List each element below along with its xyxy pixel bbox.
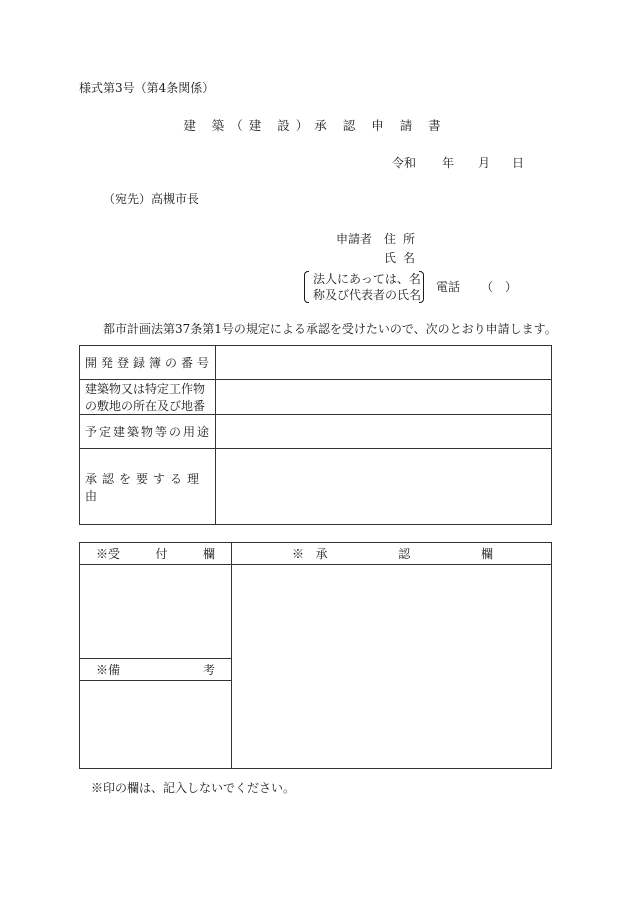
corporation-note-line1: 法人にあっては、名 [313,272,421,286]
table-row [80,543,552,565]
right-bracket [419,271,424,303]
name-label: 氏名 [384,251,423,265]
table-row [80,449,552,525]
approval-reason-field[interactable] [216,449,552,525]
date-month-label: 月 [478,156,491,170]
row-label-site-location: 建築物又は特定工作物 の敷地の所在及び地番 [80,380,216,415]
receipt-header: ※受 付 欄 [80,543,232,565]
row-label-approval-reason: 承認を要する理由 [80,449,216,525]
footnote: ※印の欄は、記入しないでください。 [91,781,296,795]
row-label-intended-use: 予定建築物等の用途 [80,415,216,449]
document-title: 建 築（建 設）承 認 申 請 書 [183,118,447,133]
phone-parens: （ ） [481,280,518,294]
application-table [79,345,552,525]
intended-use-field[interactable] [216,415,552,449]
addressee: （宛先）高槻市長 [103,192,200,206]
table-row [80,380,552,415]
corporation-note-line2: 称及び代表者の氏名 [313,288,422,302]
date-year-label: 年 [442,156,455,170]
remarks-area [80,681,232,769]
address-label: 住所 [384,232,423,246]
registry-number-field[interactable] [216,346,552,380]
row-label-registry-number: 開発登録簿の番号 [80,346,216,380]
site-location-field[interactable] [216,380,552,415]
table-row [80,565,552,659]
left-bracket [304,271,309,303]
table-row [80,415,552,449]
office-use-table [79,542,552,769]
applicant-label: 申請者 [336,232,373,246]
application-statement: 都市計画法第37条第1号の規定による承認を受けたいので、次のとおり申請します。 [103,322,557,336]
form-number: 様式第3号（第4条関係） [79,81,215,95]
approval-area [232,565,552,769]
corporation-note [304,271,424,303]
approval-header: ※ 承 認 欄 [232,543,552,565]
phone-label: 電話 [436,280,461,294]
receipt-area [80,565,232,659]
table-row [80,346,552,380]
date-era: 令和 [392,156,417,170]
remarks-header: ※備 考 [80,659,232,681]
date-day-label: 日 [512,156,525,170]
